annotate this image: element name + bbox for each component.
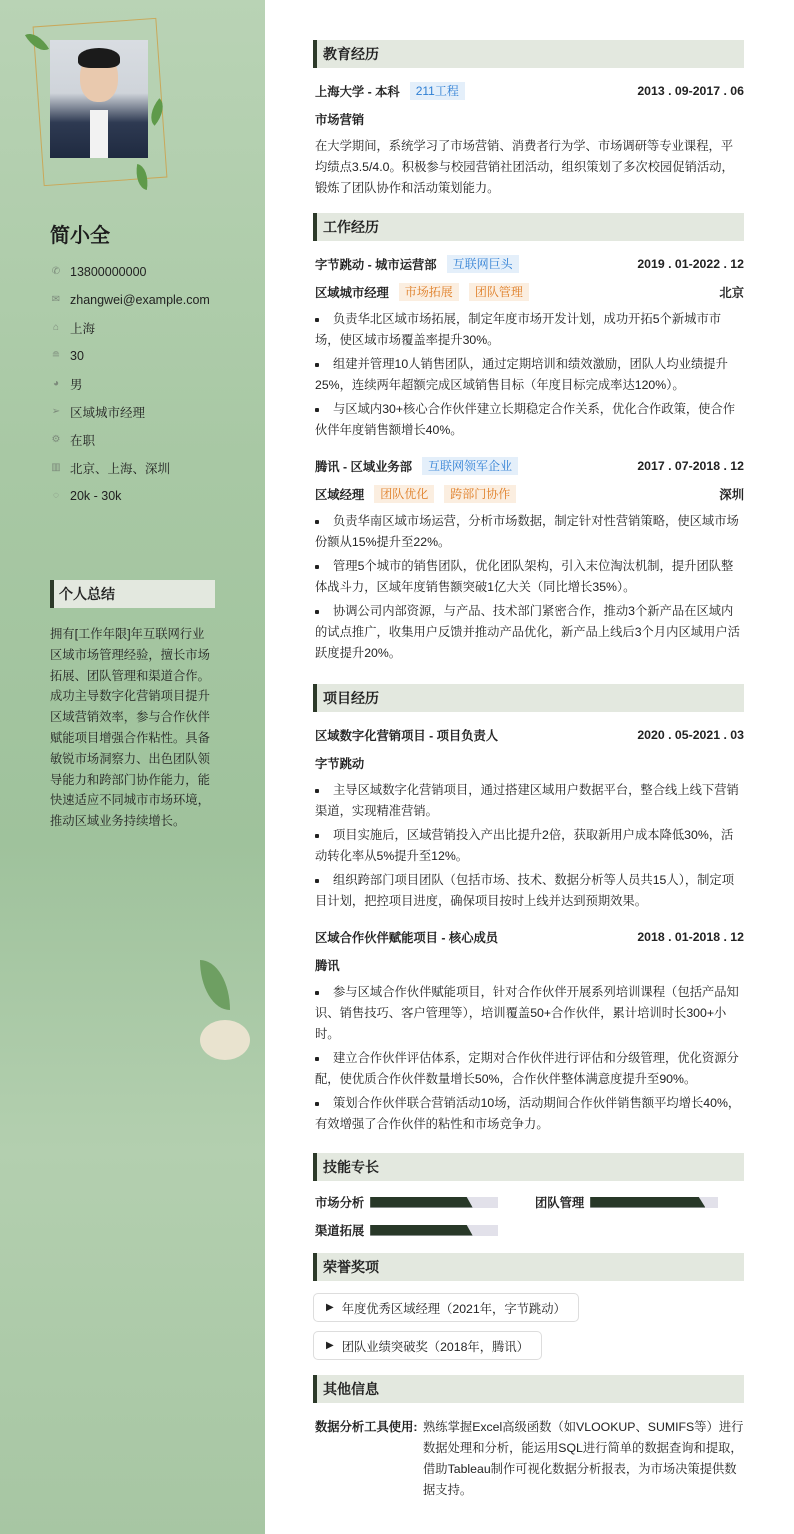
company-tag: 互联网巨头 bbox=[447, 255, 519, 273]
mail-icon: ✉ bbox=[51, 294, 61, 305]
work-entry bbox=[313, 253, 744, 441]
other-info-key: 数据分析工具使用: bbox=[315, 1420, 418, 1434]
skill-name: 市场分析 bbox=[315, 1196, 365, 1210]
skill-name: 渠道拓展 bbox=[315, 1224, 365, 1238]
skill-bar-fill bbox=[590, 1197, 705, 1208]
project-org: 腾讯 bbox=[315, 959, 340, 973]
work-city: 北京 bbox=[719, 286, 744, 300]
school-name: 上海大学 - 本科 bbox=[315, 85, 400, 99]
skill-item bbox=[535, 1193, 745, 1211]
project-name: 区域数字化营销项目 - 项目负责人 bbox=[315, 729, 499, 743]
bullet: 建立合作伙伴评估体系，定期对合作伙伴进行评估和分级管理，优化资源分配，使优质合作伙伴数量增长50%，合作伙伴整体满意度提升至90%。 bbox=[315, 1048, 744, 1090]
section-title-projects: 项目经历 bbox=[313, 684, 744, 712]
salary-icon: ◌ bbox=[53, 490, 59, 501]
skill-name: 团队管理 bbox=[535, 1196, 585, 1210]
skill-bar bbox=[590, 1197, 718, 1208]
project-entry bbox=[313, 926, 744, 1135]
company-tag: 互联网领军企业 bbox=[422, 457, 518, 475]
contact-status bbox=[50, 426, 210, 454]
status-icon: ⚙ bbox=[51, 434, 61, 445]
contact-text: 区域城市经理 bbox=[70, 406, 146, 420]
award-item[interactable] bbox=[313, 1293, 579, 1322]
contact-email bbox=[50, 286, 210, 314]
contact-phone bbox=[50, 258, 210, 286]
work-entry bbox=[313, 455, 744, 664]
bullet: 协调公司内部资源，与产品、技术部门紧密合作，推动3个新产品在区域内的试点推广，收集用户反馈并推动产品优化，新产品上线后3个月内区域用户活跃度提升20%。 bbox=[315, 601, 744, 664]
award-text: 年度优秀区域经理（2021年，字节跳动） bbox=[341, 1301, 566, 1316]
contact-text: 30 bbox=[70, 349, 84, 363]
major-row bbox=[313, 108, 744, 130]
skill-item bbox=[315, 1193, 535, 1211]
triangle-right-icon: ▶ bbox=[326, 1302, 334, 1313]
section-title-other: 其他信息 bbox=[313, 1375, 744, 1403]
company: 腾讯 - 区域业务部 bbox=[315, 460, 413, 474]
age-icon: ≘ bbox=[51, 350, 61, 361]
section-title-work: 工作经历 bbox=[313, 213, 744, 241]
section-title-skills: 技能专长 bbox=[313, 1153, 744, 1181]
project-entry bbox=[313, 724, 744, 912]
contact-text: 13800000000 bbox=[70, 265, 147, 279]
role: 区域城市经理 bbox=[315, 286, 389, 300]
work-header bbox=[313, 253, 744, 275]
flower-decoration bbox=[200, 960, 230, 1010]
contact-text: 男 bbox=[70, 378, 83, 392]
bullet: 管理5个城市的销售团队，优化团队架构，引入末位淘汰机制，提升团队整体战斗力，区域年度销售额突破1亿大关（同比增长35%）。 bbox=[315, 556, 744, 598]
project-date: 2018 . 01-2018 . 12 bbox=[637, 930, 744, 944]
phone-icon: ✆ bbox=[51, 266, 61, 277]
work-bullets bbox=[313, 309, 744, 441]
triangle-right-icon: ▶ bbox=[326, 1340, 334, 1351]
contact-text: 北京、上海、深圳 bbox=[70, 462, 171, 476]
education-date: 2013 . 09-2017 . 06 bbox=[637, 84, 744, 98]
project-org: 字节跳动 bbox=[315, 757, 365, 771]
candidate-name: 简小全 bbox=[50, 225, 110, 247]
home-icon: ⌂ bbox=[52, 322, 60, 333]
contact-salary bbox=[50, 482, 210, 510]
contact-gender bbox=[50, 370, 210, 398]
role-row bbox=[313, 281, 744, 303]
contact-cities bbox=[50, 454, 210, 482]
skill-tag: 团队管理 bbox=[469, 283, 529, 301]
contact-text: 20k - 30k bbox=[70, 489, 122, 503]
project-name: 区域合作伙伴赋能项目 - 核心成员 bbox=[315, 931, 499, 945]
send-icon: ➢ bbox=[51, 406, 61, 417]
education-header bbox=[313, 80, 744, 102]
bullet: 负责华北区域市场拓展，制定年度市场开发计划，成功开拓5个新城市市场，使区域市场覆盖率提升30%。 bbox=[315, 309, 744, 351]
bullet: 组建并管理10人销售团队，通过定期培训和绩效激励，团队人均业绩提升25%，连续两年超额完成区域销售目标（年度目标完成率达120%）。 bbox=[315, 354, 744, 396]
contact-list bbox=[50, 258, 210, 510]
education-description: 在大学期间，系统学习了市场营销、消费者行为学、市场调研等专业课程，平均绩点3.5/4.0。积极参与校园营销社团活动，组织策划了多次校园促销活动，锻炼了团队协作和活动策划能力。 bbox=[315, 139, 734, 195]
flower-decoration bbox=[200, 1020, 250, 1060]
skill-item bbox=[315, 1221, 535, 1239]
bullet: 策划合作伙伴联合营销活动10场，活动期间合作伙伴销售额平均增长40%，有效增强了合作伙伴的粘性和市场竞争力。 bbox=[315, 1093, 744, 1135]
school-tag: 211工程 bbox=[410, 82, 465, 100]
bullet: 与区域内30+核心合作伙伴建立长期稳定合作关系，优化合作政策，使合作伙伴年度销售额增长40%。 bbox=[315, 399, 744, 441]
sidebar bbox=[0, 0, 265, 1534]
project-bullets bbox=[313, 780, 744, 912]
award-item[interactable] bbox=[313, 1331, 542, 1360]
contact-age bbox=[50, 342, 210, 370]
skill-bar bbox=[370, 1225, 498, 1236]
bullet: 项目实施后，区域营销投入产出比提升2倍，获取新用户成本降低30%，活动转化率从5%提升至12%。 bbox=[315, 825, 744, 867]
project-date: 2020 . 05-2021 . 03 bbox=[637, 728, 744, 742]
skill-tag: 团队优化 bbox=[374, 485, 434, 503]
bullet: 参与区域合作伙伴赋能项目，针对合作伙伴开展系列培训课程（包括产品知识、销售技巧、客户管理等），培训覆盖50+合作伙伴，累计培训时长300+小时。 bbox=[315, 982, 744, 1045]
company: 字节跳动 - 城市运营部 bbox=[315, 258, 437, 272]
avatar bbox=[50, 40, 148, 158]
education-entry bbox=[313, 80, 744, 199]
bullet: 组织跨部门项目团队（包括市场、技术、数据分析等人员共15人），制定项目计划，把控项目进度，确保项目按时上线并达到预期效果。 bbox=[315, 870, 744, 912]
project-header bbox=[313, 926, 744, 948]
project-bullets bbox=[313, 982, 744, 1135]
main-content bbox=[313, 40, 744, 1501]
bullet: 主导区域数字化营销项目，通过搭建区域用户数据平台，整合线上线下营销渠道，实现精准营销。 bbox=[315, 780, 744, 822]
other-info-value: 熟练掌握Excel高级函数（如VLOOKUP、SUMIFS等）进行数据处理和分析，能运用SQL进行简单的数据查询和提取，借助Tableau制作可视化数据分析报表，为市场决策提供数据支持。 bbox=[423, 1420, 744, 1497]
work-header bbox=[313, 455, 744, 477]
contact-text: 在职 bbox=[70, 434, 96, 448]
city-icon: ▥ bbox=[51, 462, 61, 473]
project-org-row bbox=[313, 954, 744, 976]
gender-icon: ◕ bbox=[52, 378, 60, 389]
section-title-education: 教育经历 bbox=[313, 40, 744, 68]
project-org-row bbox=[313, 752, 744, 774]
award-text: 团队业绩突破奖（2018年，腾讯） bbox=[341, 1339, 529, 1354]
section-title-awards: 荣誉奖项 bbox=[313, 1253, 744, 1281]
contact-position bbox=[50, 398, 210, 426]
contact-text: 上海 bbox=[70, 322, 96, 336]
work-date: 2019 . 01-2022 . 12 bbox=[637, 257, 744, 271]
summary-text: 拥有[工作年限]年互联网行业区域市场管理经验，擅长市场拓展、团队管理和渠道合作。成功主导数字化营销项目提升区域营销效率，参与合作伙伴赋能项目增强合作粘性。具备敏锐市场洞察力、出色团队领导能力和跨部门协作能力，能快速适应不同城市市场环境，推动区域业务持续增长。 bbox=[50, 627, 210, 829]
contact-text: zhangwei@example.com bbox=[70, 293, 210, 307]
skills-list bbox=[313, 1193, 744, 1239]
section-title-summary: 个人总结 bbox=[50, 580, 215, 608]
awards-list bbox=[313, 1293, 744, 1369]
other-info-item bbox=[313, 1417, 744, 1501]
project-header bbox=[313, 724, 744, 746]
skill-bar bbox=[370, 1197, 498, 1208]
contact-location bbox=[50, 314, 210, 342]
skill-bar-fill bbox=[370, 1225, 472, 1236]
role-row bbox=[313, 483, 744, 505]
work-date: 2017 . 07-2018 . 12 bbox=[637, 459, 744, 473]
work-bullets bbox=[313, 511, 744, 664]
major: 市场营销 bbox=[315, 113, 365, 127]
work-city: 深圳 bbox=[719, 488, 744, 502]
role: 区域经理 bbox=[315, 488, 365, 502]
skill-tag: 跨部门协作 bbox=[444, 485, 516, 503]
bullet: 负责华南区域市场运营，分析市场数据，制定针对性营销策略，使区域市场份额从15%提升至22%。 bbox=[315, 511, 744, 553]
skill-tag: 市场拓展 bbox=[399, 283, 459, 301]
skill-bar-fill bbox=[370, 1197, 472, 1208]
